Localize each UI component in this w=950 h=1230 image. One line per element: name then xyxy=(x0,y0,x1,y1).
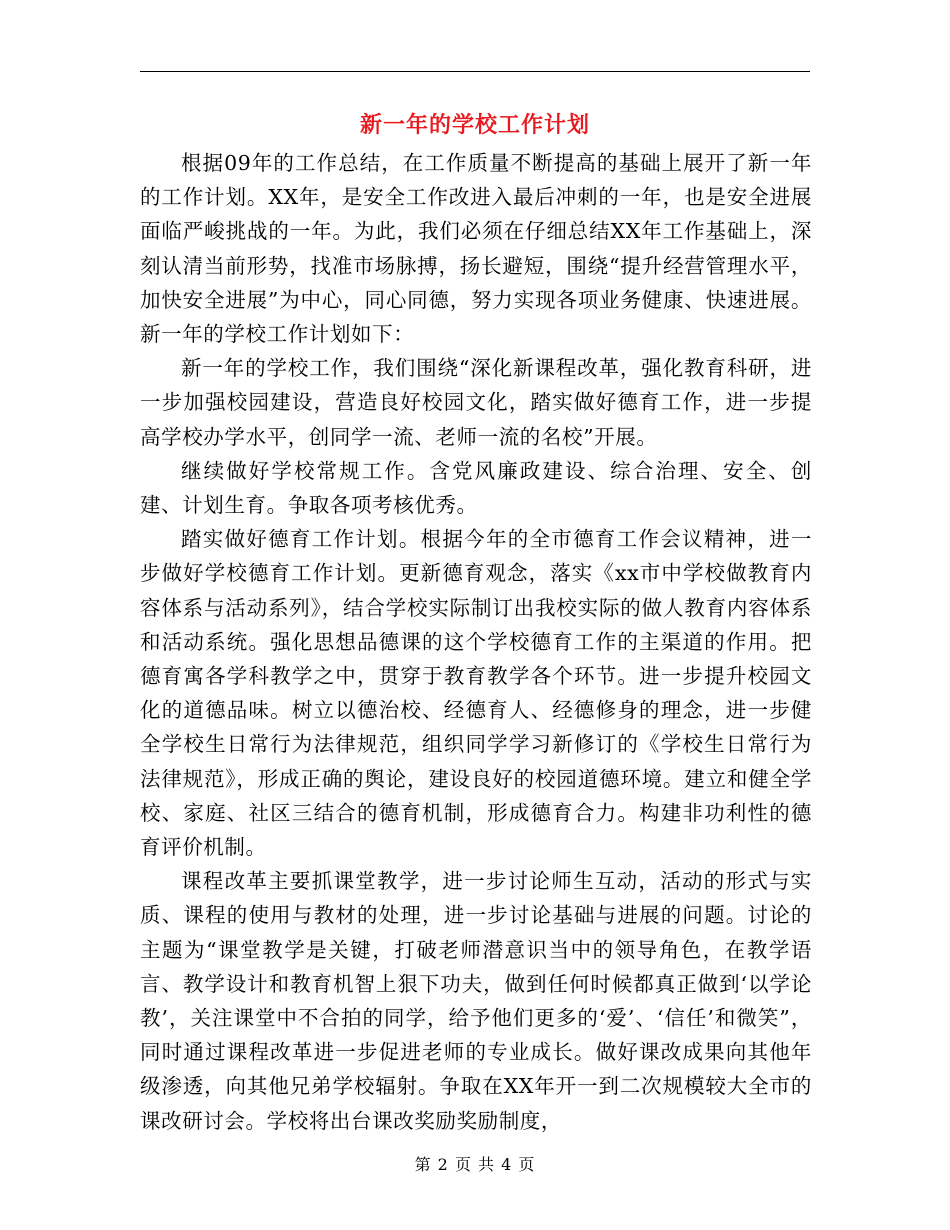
paragraph: 继续做好学校常规工作。含党风廉政建设、综合治理、安全、创建、计划生育。争取各项考核优秀。 xyxy=(140,458,812,518)
page-number-footer: 第 2 页 共 4 页 xyxy=(414,1155,536,1174)
paragraph: 新一年的学校工作，我们围绕“深化新课程改革，强化教育科研，进一步加强校园建设，营造良好校园文化，踏实做好德育工作，进一步提高学校办学水平，创同学一流、老师一流的名校”开展。 xyxy=(140,356,812,449)
paragraph: 根据09年的工作总结，在工作质量不断提高的基础上展开了新一年的工作计划。XX年，是安全工作改进入最后冲刺的一年，也是安全进展面临严峻挑战的一年。为此，我们必须在仔细总结XX年工作基础上，深刻认清当前形势，找准市场脉搏，扬长避短，围绕“提升经营管理水平，加快安全进展”为中心，同心同德，努力实现各项业务健康、快速进展。新一年的学校工作计划如下： xyxy=(140,151,812,347)
header-rule xyxy=(140,71,810,72)
document-title: 新一年的学校工作计划 xyxy=(359,112,590,138)
paragraph: 课程改革主要抓课堂教学，进一步讨论师生互动，活动的形式与实质、课程的使用与教材的处理，进一步讨论基础与进展的问题。讨论的主题为“课堂教学是关键，打破老师潜意识当中的领导角色，在教学语言、教学设计和教育机智上狠下功夫，做到任何时候都真正做到‘以学论教’，关注课堂中不合拍的同学，给予他们更多的‘爱’、‘信任’和微笑”，同时通过课程改革进一步促进老师的专业成长。做好课改成果向其他年级渗透，向其他兄弟学校辐射。争取在XX年开一到二次规模较大全市的课改研讨会。学校将出台课改奖励奖励制度， xyxy=(140,869,812,1133)
paragraph: 踏实做好德育工作计划。根据今年的全市德育工作会议精神，进一步做好学校德育工作计划。更新德育观念，落实《xx市中学校做教育内容体系与活动系列》，结合学校实际制订出我校实际的做人教育内容体系和活动系统。强化思想品德课的这个学校德育工作的主渠道的作用。把德育寓各学科教学之中，贯穿于教育教学各个环节。进一步提升校园文化的道德品味。树立以德治校、经德育人、经德修身的理念，进一步健全学校生日常行为法律规范，组织同学学习新修订的《学校生日常行为法律规范》，形成正确的舆论，建设良好的校园道德环境。建立和健全学校、家庭、社区三结合的德育机制，形成德育合力。构建非功利性的德育评价机制。 xyxy=(140,527,812,860)
document-body xyxy=(140,146,812,1138)
